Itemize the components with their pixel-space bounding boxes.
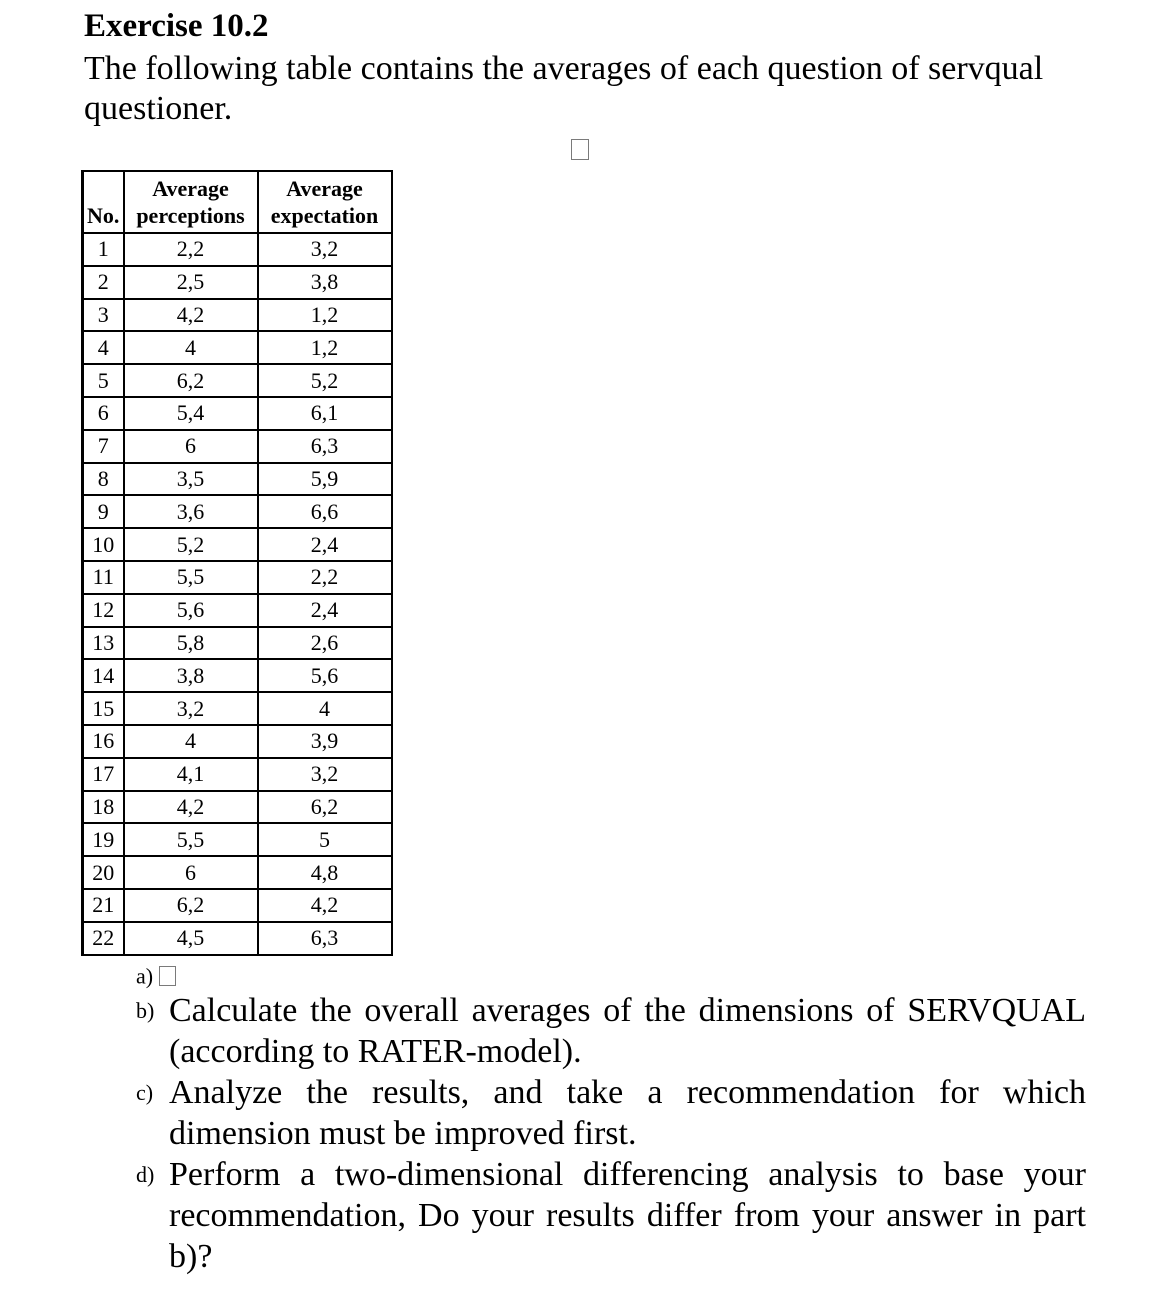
row-perception: 6,2 [124, 364, 258, 397]
question-d-letter: d) [136, 1162, 155, 1187]
row-no: 16 [83, 725, 124, 758]
table-row [83, 528, 392, 561]
row-no: 18 [83, 791, 124, 824]
question-c-letter: c) [136, 1080, 154, 1105]
row-no: 5 [83, 364, 124, 397]
row-no: 9 [83, 495, 124, 528]
row-expectation: 3,9 [258, 725, 392, 758]
table-row [83, 463, 392, 496]
table-row [83, 889, 392, 922]
row-expectation: 1,2 [258, 331, 392, 364]
row-no: 19 [83, 823, 124, 856]
table-row [83, 692, 392, 725]
row-perception: 5,5 [124, 561, 258, 594]
row-expectation: 6,2 [258, 791, 392, 824]
table-row [83, 659, 392, 692]
row-expectation: 5 [258, 823, 392, 856]
row-perception: 2,2 [124, 233, 258, 266]
row-expectation: 6,3 [258, 922, 392, 955]
table-row [83, 364, 392, 397]
row-expectation: 5,2 [258, 364, 392, 397]
row-expectation: 2,4 [258, 528, 392, 561]
row-no: 15 [83, 692, 124, 725]
row-perception: 4 [124, 331, 258, 364]
table-row [83, 233, 392, 266]
header-perceptions-line2: perceptions [136, 203, 245, 228]
row-no: 14 [83, 659, 124, 692]
table-row [83, 594, 392, 627]
header-expectation-line2: expectation [270, 203, 379, 228]
question-a [136, 960, 1086, 990]
row-no: 20 [83, 856, 124, 889]
row-perception: 4,1 [124, 758, 258, 791]
table-row [83, 922, 392, 955]
header-expectation [258, 171, 392, 233]
table-row [83, 266, 392, 299]
table-row [83, 791, 392, 824]
question-b-letter: b) [136, 998, 155, 1023]
row-no: 8 [83, 463, 124, 496]
question-b [136, 990, 1086, 1072]
row-expectation: 6,3 [258, 430, 392, 463]
row-perception: 4 [124, 725, 258, 758]
row-perception: 5,8 [124, 627, 258, 660]
row-no: 6 [83, 397, 124, 430]
row-expectation: 1,2 [258, 299, 392, 332]
row-perception: 4,2 [124, 791, 258, 824]
row-perception: 3,2 [124, 692, 258, 725]
row-perception: 3,8 [124, 659, 258, 692]
row-no: 17 [83, 758, 124, 791]
question-b-text: Calculate the overall averages of the dimensions of SERVQUAL (according to RATER-model). [169, 992, 1086, 1070]
row-no: 3 [83, 299, 124, 332]
row-perception: 2,5 [124, 266, 258, 299]
servqual-averages-table [81, 170, 393, 956]
intro-paragraph: The following table contains the averages of each question of servqual questioner. [84, 50, 1044, 127]
row-perception: 5,6 [124, 594, 258, 627]
row-perception: 5,2 [124, 528, 258, 561]
row-no: 10 [83, 528, 124, 561]
row-no: 4 [83, 331, 124, 364]
table-row [83, 495, 392, 528]
header-perceptions [124, 171, 258, 233]
row-expectation: 6,1 [258, 397, 392, 430]
row-expectation: 3,2 [258, 758, 392, 791]
row-perception: 5,4 [124, 397, 258, 430]
row-expectation: 3,8 [258, 266, 392, 299]
row-no: 13 [83, 627, 124, 660]
row-no: 2 [83, 266, 124, 299]
row-expectation: 2,6 [258, 627, 392, 660]
empty-checkbox-icon [571, 139, 589, 160]
table-row [83, 430, 392, 463]
row-perception: 4,5 [124, 922, 258, 955]
row-no: 7 [83, 430, 124, 463]
table-header-row [83, 171, 392, 233]
row-no: 21 [83, 889, 124, 922]
row-perception: 6 [124, 430, 258, 463]
question-d [136, 1154, 1086, 1277]
header-no: No. [83, 171, 124, 233]
row-expectation: 4,8 [258, 856, 392, 889]
row-expectation: 4 [258, 692, 392, 725]
row-perception: 4,2 [124, 299, 258, 332]
header-expectation-line1: Average [286, 176, 363, 201]
question-list [136, 960, 1086, 1277]
row-expectation: 4,2 [258, 889, 392, 922]
row-expectation: 5,6 [258, 659, 392, 692]
row-perception: 5,5 [124, 823, 258, 856]
table-row [83, 856, 392, 889]
table-row [83, 299, 392, 332]
table-row [83, 725, 392, 758]
row-perception: 6,2 [124, 889, 258, 922]
row-perception: 6 [124, 856, 258, 889]
row-expectation: 2,4 [258, 594, 392, 627]
row-expectation: 3,2 [258, 233, 392, 266]
row-no: 11 [83, 561, 124, 594]
table-row [83, 627, 392, 660]
table-row [83, 823, 392, 856]
row-no: 1 [83, 233, 124, 266]
exercise-title: Exercise 10.2 [84, 8, 269, 44]
row-no: 12 [83, 594, 124, 627]
empty-checkbox-icon [159, 966, 176, 986]
row-perception: 3,5 [124, 463, 258, 496]
row-expectation: 2,2 [258, 561, 392, 594]
row-perception: 3,6 [124, 495, 258, 528]
table-row [83, 397, 392, 430]
table-row [83, 758, 392, 791]
question-c-text: Analyze the results, and take a recommendation for which dimension must be improved first. [169, 1074, 1086, 1152]
question-c [136, 1072, 1086, 1154]
question-a-letter: a) [136, 963, 154, 989]
row-expectation: 6,6 [258, 495, 392, 528]
row-expectation: 5,9 [258, 463, 392, 496]
header-perceptions-line1: Average [152, 176, 229, 201]
table-row [83, 331, 392, 364]
row-no: 22 [83, 922, 124, 955]
question-d-text: Perform a two-dimensional differencing analysis to base your recommendation, Do your results differ from your answer in part b)? [169, 1156, 1086, 1275]
table-row [83, 561, 392, 594]
